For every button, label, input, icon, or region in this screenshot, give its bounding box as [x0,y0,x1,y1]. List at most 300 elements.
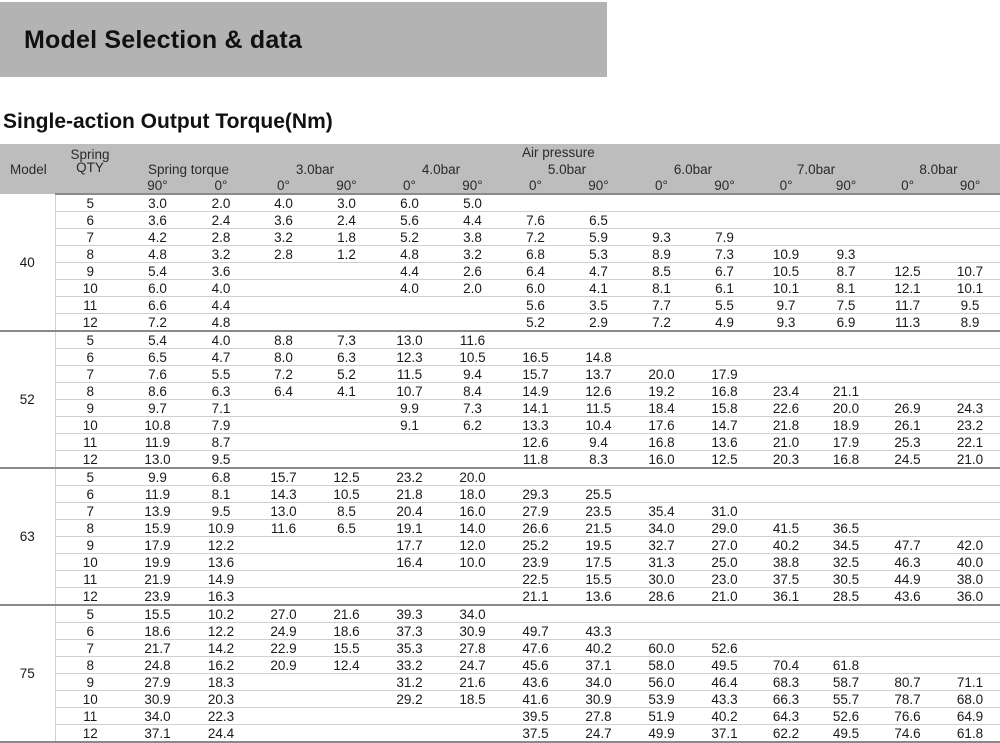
torque-cell [504,468,567,486]
torque-cell: 12.6 [504,434,567,451]
torque-cell: 13.0 [125,451,190,469]
torque-cell: 42.0 [939,537,1000,554]
torque-cell: 3.0 [315,194,378,212]
torque-cell: 74.6 [876,725,939,743]
table-row [0,468,1000,486]
torque-cell: 27.9 [125,674,190,691]
torque-cell: 34.0 [567,674,630,691]
table-row [0,212,1000,229]
torque-cell: 6.3 [190,383,252,400]
torque-cell: 3.2 [252,229,315,246]
torque-cell: 21.8 [756,417,816,434]
torque-cell: 44.9 [876,571,939,588]
torque-cell [315,691,378,708]
torque-cell: 26.9 [876,400,939,417]
torque-cell: 20.0 [816,400,876,417]
torque-cell [816,605,876,623]
spring-qty-cell: 9 [55,400,125,417]
torque-cell: 6.8 [504,246,567,263]
spring-qty-cell: 6 [55,349,125,366]
table-row [0,349,1000,366]
torque-cell: 6.2 [441,417,504,434]
torque-cell [378,314,441,332]
torque-cell: 25.3 [876,434,939,451]
angle-header: 0° [504,177,567,194]
torque-cell: 40.2 [693,708,756,725]
torque-cell [939,486,1000,503]
torque-cell: 27.8 [441,640,504,657]
torque-cell: 28.6 [630,588,693,606]
torque-cell: 13.7 [567,366,630,383]
torque-cell: 3.6 [125,212,190,229]
torque-cell: 76.6 [876,708,939,725]
torque-cell [630,468,693,486]
spring-qty-cell: 10 [55,417,125,434]
table-row [0,708,1000,725]
torque-cell: 23.2 [939,417,1000,434]
table-row [0,725,1000,743]
table-row [0,674,1000,691]
spring-qty-cell: 7 [55,366,125,383]
torque-cell [939,246,1000,263]
torque-cell: 52.6 [693,640,756,657]
torque-cell: 55.7 [816,691,876,708]
torque-cell [939,366,1000,383]
torque-cell [315,537,378,554]
torque-cell: 6.1 [693,280,756,297]
torque-cell: 4.7 [190,349,252,366]
torque-cell: 64.9 [939,708,1000,725]
torque-cell: 12.2 [190,623,252,640]
torque-cell: 7.9 [693,229,756,246]
torque-cell: 7.2 [504,229,567,246]
torque-cell: 7.6 [504,212,567,229]
torque-cell: 17.9 [816,434,876,451]
torque-cell: 14.8 [567,349,630,366]
torque-cell [756,605,816,623]
torque-cell [876,503,939,520]
spring-qty-cell: 10 [55,280,125,297]
torque-cell [315,434,378,451]
angle-header: 0° [630,177,693,194]
torque-cell [378,725,441,743]
angle-header: 90° [315,177,378,194]
table-row [0,640,1000,657]
torque-cell: 70.4 [756,657,816,674]
torque-cell [441,451,504,469]
torque-cell: 7.2 [630,314,693,332]
torque-cell: 6.0 [504,280,567,297]
torque-cell [504,605,567,623]
torque-cell: 4.2 [125,229,190,246]
torque-cell: 7.3 [315,331,378,349]
torque-cell: 2.4 [190,212,252,229]
torque-cell: 7.3 [441,400,504,417]
torque-cell [816,468,876,486]
torque-cell: 4.4 [441,212,504,229]
torque-cell: 80.7 [876,674,939,691]
torque-cell [876,229,939,246]
torque-cell [939,605,1000,623]
torque-cell: 4.1 [315,383,378,400]
torque-cell: 3.6 [190,263,252,280]
torque-cell: 10.1 [939,280,1000,297]
spring-qty-cell: 11 [55,571,125,588]
torque-cell: 11.6 [252,520,315,537]
torque-cell: 17.6 [630,417,693,434]
torque-cell: 10.0 [441,554,504,571]
torque-cell: 6.5 [315,520,378,537]
torque-cell: 61.8 [816,657,876,674]
torque-cell: 24.5 [876,451,939,469]
torque-cell: 11.9 [125,434,190,451]
torque-cell: 21.8 [378,486,441,503]
torque-cell: 8.9 [939,314,1000,332]
torque-cell: 4.0 [190,331,252,349]
torque-cell: 16.2 [190,657,252,674]
torque-cell: 13.3 [504,417,567,434]
torque-cell: 5.5 [693,297,756,314]
torque-cell: 30.9 [567,691,630,708]
torque-cell: 12.5 [876,263,939,280]
torque-cell: 13.6 [190,554,252,571]
torque-cell [378,708,441,725]
torque-cell [252,571,315,588]
torque-cell: 9.9 [125,468,190,486]
torque-cell [441,708,504,725]
torque-cell: 15.9 [125,520,190,537]
table-row [0,297,1000,314]
torque-cell: 17.9 [125,537,190,554]
torque-cell [939,640,1000,657]
torque-cell: 29.0 [693,520,756,537]
torque-cell: 5.0 [441,194,504,212]
torque-cell [315,263,378,280]
torque-cell: 2.4 [315,212,378,229]
torque-cell [756,640,816,657]
torque-cell [378,451,441,469]
angle-header: 90° [939,177,1000,194]
torque-cell: 4.4 [190,297,252,314]
torque-cell: 25.2 [504,537,567,554]
torque-cell: 9.5 [190,451,252,469]
torque-cell: 37.3 [378,623,441,640]
torque-cell [939,657,1000,674]
torque-cell [816,229,876,246]
torque-cell [939,229,1000,246]
torque-cell: 60.0 [630,640,693,657]
torque-cell [939,468,1000,486]
torque-cell: 20.9 [252,657,315,674]
torque-cell: 18.4 [630,400,693,417]
spring-qty-cell: 6 [55,623,125,640]
torque-cell: 21.9 [125,571,190,588]
torque-cell: 16.0 [441,503,504,520]
torque-cell: 24.3 [939,400,1000,417]
torque-cell [756,623,816,640]
torque-cell [567,194,630,212]
torque-cell: 18.0 [441,486,504,503]
torque-cell: 10.2 [190,605,252,623]
torque-cell [756,349,816,366]
torque-cell: 6.6 [125,297,190,314]
torque-cell [315,297,378,314]
table-row [0,280,1000,297]
torque-cell: 2.9 [567,314,630,332]
torque-cell: 21.0 [939,451,1000,469]
torque-cell: 34.5 [816,537,876,554]
torque-cell: 8.3 [567,451,630,469]
torque-cell: 64.3 [756,708,816,725]
torque-cell: 36.1 [756,588,816,606]
torque-cell [504,331,567,349]
torque-cell: 9.1 [378,417,441,434]
torque-cell [630,486,693,503]
torque-cell: 12.2 [190,537,252,554]
table-row [0,554,1000,571]
torque-cell: 31.2 [378,674,441,691]
torque-cell: 8.7 [190,434,252,451]
torque-cell: 19.9 [125,554,190,571]
torque-cell: 6.5 [125,349,190,366]
torque-cell [939,520,1000,537]
torque-cell [630,212,693,229]
torque-cell: 16.4 [378,554,441,571]
torque-cell [441,434,504,451]
torque-cell: 19.1 [378,520,441,537]
torque-cell [252,314,315,332]
torque-cell: 8.5 [315,503,378,520]
torque-cell: 39.5 [504,708,567,725]
torque-cell: 17.7 [378,537,441,554]
angle-header: 0° [876,177,939,194]
torque-cell [567,468,630,486]
spring-qty-cell: 10 [55,691,125,708]
torque-cell: 34.0 [441,605,504,623]
torque-cell: 40.0 [939,554,1000,571]
torque-cell: 21.5 [567,520,630,537]
torque-cell: 21.6 [441,674,504,691]
torque-cell: 8.5 [630,263,693,280]
torque-cell: 29.2 [378,691,441,708]
torque-cell [939,331,1000,349]
torque-cell [939,349,1000,366]
torque-cell [378,434,441,451]
torque-cell: 11.3 [876,314,939,332]
spring-qty-cell: 7 [55,229,125,246]
torque-cell: 3.6 [252,212,315,229]
spring-qty-cell: 10 [55,554,125,571]
torque-cell: 58.0 [630,657,693,674]
spring-qty-cell: 5 [55,194,125,212]
torque-cell: 10.9 [190,520,252,537]
torque-cell: 19.5 [567,537,630,554]
torque-cell: 21.7 [125,640,190,657]
torque-cell [441,588,504,606]
torque-cell [315,417,378,434]
page-title: Model Selection & data [24,26,303,54]
torque-cell [252,434,315,451]
pressure-header-8bar: 8.0bar [876,161,1000,177]
torque-cell: 5.4 [125,263,190,280]
torque-cell [876,331,939,349]
torque-cell: 8.0 [252,349,315,366]
torque-cell: 20.4 [378,503,441,520]
pressure-header-7bar: 7.0bar [756,161,876,177]
torque-cell: 2.0 [190,194,252,212]
torque-cell: 7.6 [125,366,190,383]
table-row [0,537,1000,554]
torque-cell [252,725,315,743]
torque-cell: 27.0 [252,605,315,623]
torque-cell: 30.5 [816,571,876,588]
torque-cell: 8.6 [125,383,190,400]
torque-cell [756,486,816,503]
torque-cell [252,537,315,554]
torque-cell: 23.0 [693,571,756,588]
table-row [0,486,1000,503]
torque-cell: 24.7 [567,725,630,743]
model-cell: 75 [0,605,55,742]
torque-cell [693,349,756,366]
torque-cell: 23.9 [125,588,190,606]
torque-cell: 39.3 [378,605,441,623]
torque-cell: 9.9 [378,400,441,417]
table-row [0,691,1000,708]
torque-cell: 9.3 [756,314,816,332]
torque-cell [567,331,630,349]
torque-cell: 78.7 [876,691,939,708]
torque-cell: 16.3 [190,588,252,606]
torque-cell: 3.5 [567,297,630,314]
torque-cell: 32.5 [816,554,876,571]
spring-qty-cell: 9 [55,674,125,691]
torque-cell [630,349,693,366]
torque-cell [252,554,315,571]
torque-cell: 49.5 [693,657,756,674]
torque-cell [693,331,756,349]
torque-cell: 3.2 [441,246,504,263]
torque-cell: 4.0 [252,194,315,212]
torque-table [0,144,1000,743]
torque-cell: 9.4 [567,434,630,451]
torque-cell [441,297,504,314]
table-row [0,194,1000,212]
torque-cell: 23.9 [504,554,567,571]
torque-cell: 11.9 [125,486,190,503]
torque-cell [876,246,939,263]
torque-cell [315,571,378,588]
torque-cell [939,383,1000,400]
spring-qty-cell: 8 [55,246,125,263]
torque-cell [315,588,378,606]
table-row [0,331,1000,349]
torque-cell [876,486,939,503]
torque-cell: 37.1 [693,725,756,743]
torque-cell: 1.2 [315,246,378,263]
table-row [0,571,1000,588]
angle-header: 0° [190,177,252,194]
spring-qty-cell: 6 [55,486,125,503]
torque-cell [693,468,756,486]
torque-cell [441,571,504,588]
angle-header: 90° [693,177,756,194]
torque-cell: 8.8 [252,331,315,349]
torque-cell: 19.2 [630,383,693,400]
torque-cell: 37.5 [756,571,816,588]
spring-qty-cell: 5 [55,331,125,349]
spring-qty-cell: 9 [55,537,125,554]
torque-cell: 14.9 [504,383,567,400]
torque-cell: 15.7 [504,366,567,383]
title-banner [0,2,607,77]
torque-cell: 1.8 [315,229,378,246]
torque-cell [876,468,939,486]
torque-cell: 38.8 [756,554,816,571]
spring-qty-cell: 11 [55,434,125,451]
torque-cell: 41.6 [504,691,567,708]
air-pressure-header: Air pressure [504,144,756,161]
torque-cell: 21.0 [756,434,816,451]
torque-cell: 53.9 [630,691,693,708]
angle-header: 90° [441,177,504,194]
torque-cell: 22.3 [190,708,252,725]
torque-cell: 21.6 [315,605,378,623]
torque-cell: 37.1 [567,657,630,674]
angle-header: 0° [378,177,441,194]
torque-cell: 24.9 [252,623,315,640]
torque-cell: 13.0 [252,503,315,520]
torque-cell: 28.5 [816,588,876,606]
torque-cell: 33.2 [378,657,441,674]
torque-cell: 4.0 [190,280,252,297]
torque-cell: 9.7 [756,297,816,314]
torque-cell [378,571,441,588]
torque-cell: 8.4 [441,383,504,400]
torque-cell: 11.8 [504,451,567,469]
torque-cell: 51.9 [630,708,693,725]
table-row [0,605,1000,623]
torque-cell: 6.7 [693,263,756,280]
torque-cell: 34.0 [630,520,693,537]
torque-cell: 7.7 [630,297,693,314]
torque-cell: 6.3 [315,349,378,366]
torque-cell: 16.8 [693,383,756,400]
torque-cell: 22.9 [252,640,315,657]
torque-cell [876,605,939,623]
torque-cell: 20.0 [441,468,504,486]
torque-cell [693,605,756,623]
torque-cell: 16.8 [630,434,693,451]
torque-cell: 6.9 [816,314,876,332]
torque-cell: 16.0 [630,451,693,469]
torque-cell: 10.4 [567,417,630,434]
torque-cell: 18.3 [190,674,252,691]
torque-cell [252,280,315,297]
table-row [0,417,1000,434]
torque-cell: 10.7 [378,383,441,400]
torque-cell: 11.6 [441,331,504,349]
torque-cell [876,212,939,229]
torque-cell [630,194,693,212]
spring-qty-cell: 8 [55,520,125,537]
torque-cell: 18.6 [125,623,190,640]
torque-cell [876,349,939,366]
torque-cell: 24.7 [441,657,504,674]
torque-cell: 4.8 [125,246,190,263]
torque-cell: 49.5 [816,725,876,743]
pressure-header-5bar: 5.0bar [504,161,630,177]
